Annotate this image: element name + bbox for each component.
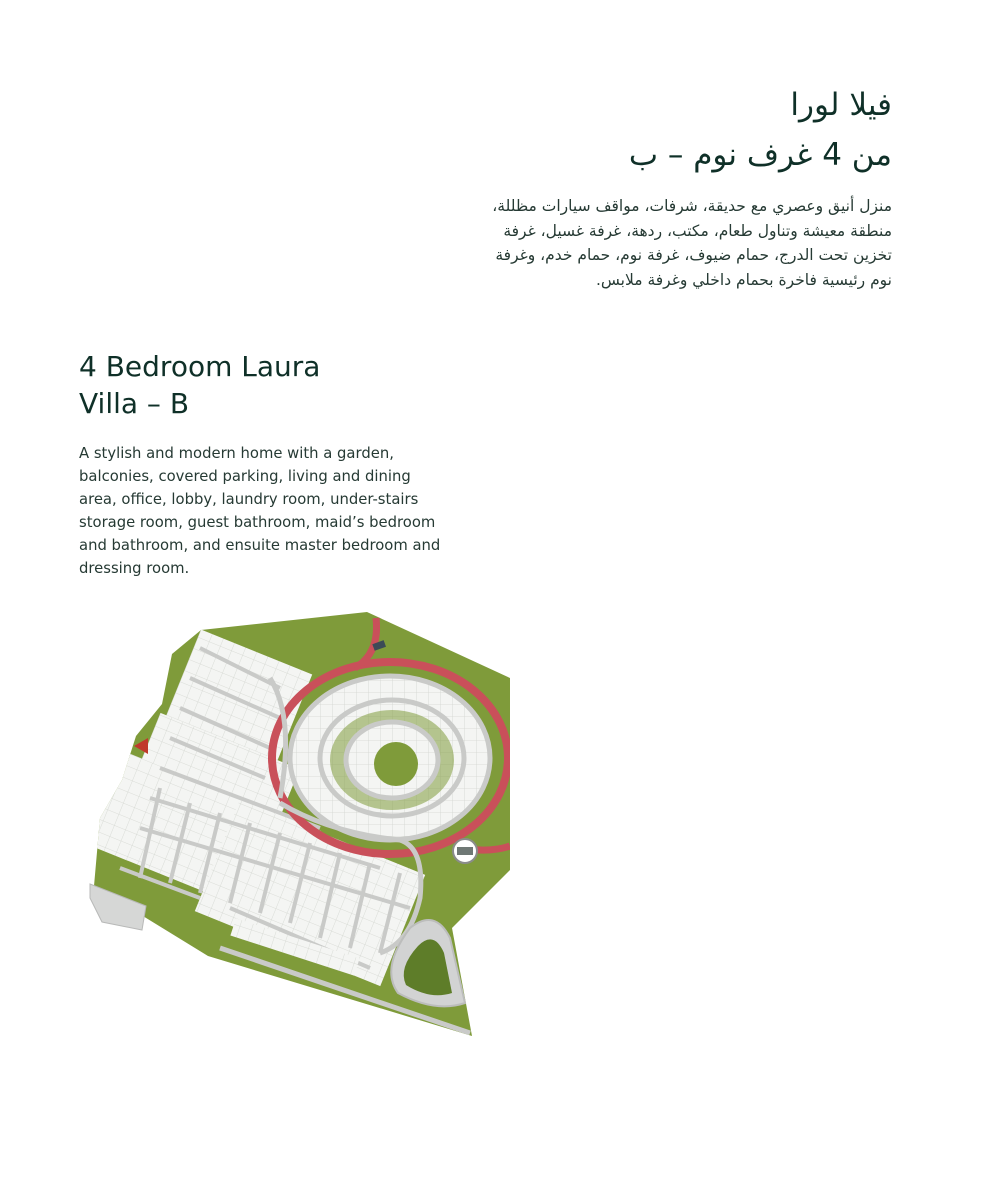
spiral-neighborhood	[290, 676, 490, 840]
arabic-title-line1: فيلا لورا	[790, 87, 892, 123]
english-title-line2: Villa – B	[79, 387, 190, 420]
english-description-block	[79, 348, 449, 580]
masterplan-map	[80, 608, 520, 1042]
english-title-line1: 4 Bedroom Laura	[79, 350, 321, 383]
arabic-description: منزل أنيق وعصري مع حديقة، شرفات، مواقف سيارات مظللة، منطقة معيشة وتناول طعام، مكتب، ردهة، غرفة غسيل، غرفة تخزين تحت الدرج، حمام ضيوف، غرفة نوم، حمام خدم، وغرفة نوم رئيسية فاخرة بحمام داخلي وغرفة ملابس.	[492, 197, 892, 289]
arabic-title	[492, 80, 892, 180]
arabic-description-block	[492, 80, 892, 292]
arabic-title-line2: من 4 غرف نوم – ب	[628, 137, 892, 173]
english-description: A stylish and modern home with a garden, balconies, covered parking, living and dining area, office, lobby, laundry room, under-stairs storage room, guest bathroom, maid’s bedroom and bathroom, and ensuite master bedroom and dressing room.	[79, 445, 441, 577]
english-title	[79, 348, 449, 422]
clubhouse-icon	[453, 839, 477, 863]
